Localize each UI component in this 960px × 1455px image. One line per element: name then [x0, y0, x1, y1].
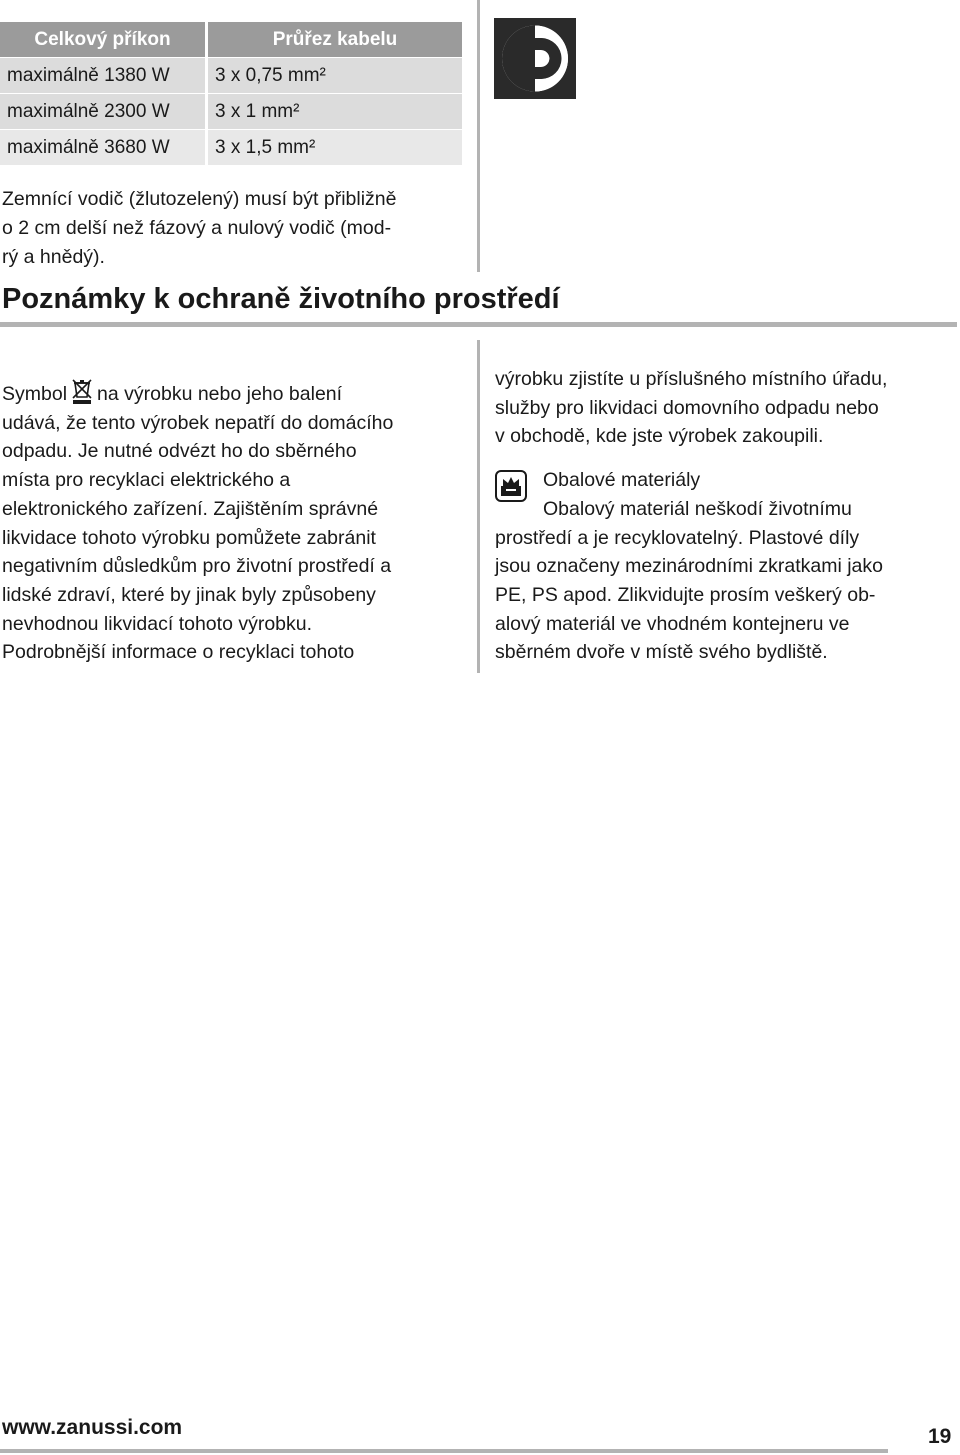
text-line: alový materiál ve vhodném kontejneru ve [495, 612, 850, 635]
text-line: Podrobnější informace o recyklaci tohoto [2, 641, 355, 664]
symbol-word: Symbol [2, 383, 68, 405]
column-divider [477, 340, 480, 673]
packaging-recycle-icon [495, 470, 527, 502]
table-header-row [0, 22, 462, 57]
page-number: 19 [928, 1425, 952, 1448]
earth-wire-note [2, 185, 472, 272]
text-line: služby pro likvidaci domovního odpadu nebo [495, 396, 879, 419]
text-line [2, 378, 470, 409]
section-rule [0, 322, 957, 327]
footer-website: www.zanussi.com [2, 1416, 183, 1439]
text-line: nevhodnou likvidací tohoto výrobku. [2, 612, 313, 635]
text-line: likvidace tohoto výrobku pomůžete zabránit [2, 526, 376, 549]
text-line: prostředí a je recyklovatelný. Plastové díly [495, 526, 860, 549]
table-row [0, 94, 462, 129]
electrolux-logo [494, 18, 576, 99]
crossed-out-wheeled-bin-icon [70, 378, 94, 404]
packaging-section [495, 466, 955, 667]
text-line: lidské zdraví, které by jinak byly způsobeny [2, 583, 376, 606]
table-header-cell: Průřez kabelu [208, 22, 462, 57]
section-title: Poznámky k ochraně životního prostředí [2, 283, 560, 315]
text-line: Obalový materiál neškodí životnímu [543, 497, 852, 520]
environment-left-column [2, 378, 470, 667]
table-cell: 3 x 0,75 mm² [208, 58, 462, 93]
table-cell: maximálně 1380 W [0, 58, 205, 93]
table-header-cell: Celkový příkon [0, 22, 205, 57]
table-row [0, 130, 462, 165]
cable-table [0, 22, 462, 166]
column-divider [477, 0, 480, 272]
text-line: PE, PS apod. Zlikvidujte prosím veškerý ob- [495, 583, 876, 606]
packaging-title: Obalové materiály [543, 469, 701, 492]
text-line: Zemnící vodič (žlutozelený) musí být přibližně [2, 188, 397, 210]
text-line: výrobku zjistíte u příslušného místního úřadu, [495, 368, 888, 390]
text-fragment: na výrobku nebo jeho balení [97, 383, 343, 405]
text-line: odpadu. Je nutné odvézt ho do sběrného [2, 440, 357, 463]
table-cell: maximálně 3680 W [0, 130, 205, 165]
text-line: udává, že tento výrobek nepatří do domácího [2, 411, 394, 434]
text-line: místa pro recyklaci elektrického a [2, 469, 291, 492]
text-line: rý a hnědý). [2, 246, 105, 268]
table-row [0, 58, 462, 93]
table-cell: 3 x 1 mm² [208, 94, 462, 129]
text-line: elektronického zařízení. Zajištěním správné [2, 497, 379, 520]
text-line: o 2 cm delší než fázový a nulový vodič (mod- [2, 217, 392, 239]
text-line: jsou označeny mezinárodními zkratkami jako [495, 555, 884, 578]
text-line: sběrném dvoře v místě svého bydliště. [495, 641, 828, 664]
table-cell: maximálně 2300 W [0, 94, 205, 129]
environment-right-column [495, 365, 955, 667]
text-line: negativním důsledkům pro životní prostředí a [2, 555, 392, 578]
text-line: v obchodě, kde jste výrobek zakoupili. [495, 425, 824, 448]
footer-rule [0, 1449, 888, 1453]
table-cell: 3 x 1,5 mm² [208, 130, 462, 165]
